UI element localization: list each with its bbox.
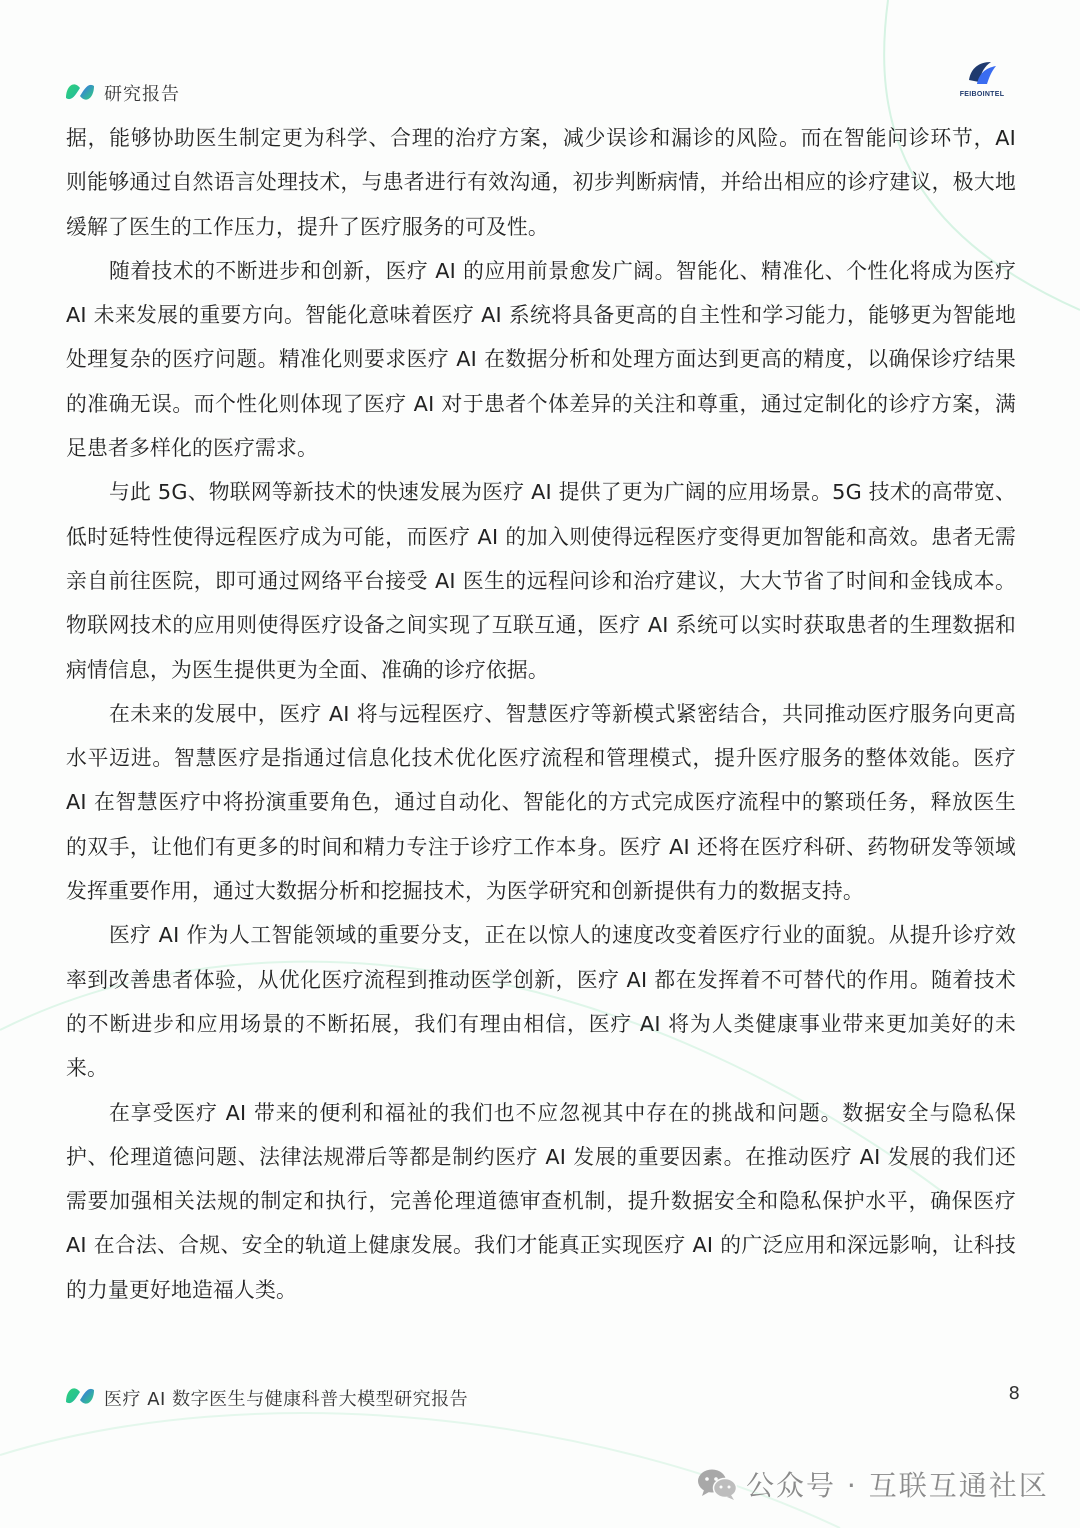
feibointel-logo-icon (965, 58, 999, 86)
paragraph-challenges: 在享受医疗 AI 带来的便利和福祉的我们也不应忽视其中存在的挑战和问题。数据安全与隐私保护、伦理道德问题、法律法规滞后等都是制约医疗 AI 发展的重要因素。在推动医疗 AI 发展的我们还需要加强相关法规的制定和执行，完善伦理道德审查机制，提升数据安全和隐私保护水平，确保医疗 AI 在合法、合规、安全的轨道上健康发展。我们才能真正实现医疗 AI 的广泛应用和深远影响，让科技的力量更好地造福人类。 (66, 1100, 1016, 1302)
report-body (66, 116, 1016, 1312)
brand-logo (950, 58, 1014, 102)
report-logo-icon (64, 78, 96, 106)
header-title: 研究报告 (104, 84, 180, 105)
footer-logo-icon (64, 1382, 96, 1410)
page-header (0, 0, 1080, 120)
wechat-watermark (696, 1464, 1049, 1504)
page-number: 8 (1008, 1383, 1020, 1404)
paragraph-continuation: 据，能够协助医生制定更为科学、合理的治疗方案，减少误诊和漏诊的风险。而在智能问诊环节，AI 则能够通过自然语言处理技术，与患者进行有效沟通，初步判断病情，并给出相应的诊疗建议，极大地缓解了医生的工作压力，提升了医疗服务的可及性。 (66, 126, 1016, 239)
paragraph-smart-healthcare: 在未来的发展中，医疗 AI 将与远程医疗、智慧医疗等新模式紧密结合，共同推动医疗服务向更高水平迈进。智慧医疗是指通过信息化技术优化医疗流程和管理模式，提升医疗服务的整体效能。医疗 AI 在智慧医疗中将扮演重要角色，通过自动化、智能化的方式完成医疗流程中的繁琐任务，释放医生的双手，让他们有更多的时间和精力专注于诊疗工作本身。医疗 AI 还将在医疗科研、药物研发等领域发挥重要作用，通过大数据分析和挖掘技术，为医学研究和创新提供有力的数据支持。 (66, 701, 1016, 904)
paragraph-ai-importance: 医疗 AI 作为人工智能领域的重要分支，正在以惊人的速度改变着医疗行业的面貌。从提升诊疗效率到改善患者体验，从优化医疗流程到推动医学创新，医疗 AI 都在发挥着不可替代的作用。随着技术的不断进步和应用场景的不断拓展，我们有理由相信，医疗 AI 将为人类健康事业带来更加美好的未来。 (66, 923, 1016, 1081)
watermark-text: 公众号 · 互联互通社区 (746, 1469, 1049, 1502)
paragraph-development-direction: 随着技术的不断进步和创新，医疗 AI 的应用前景愈发广阔。智能化、精准化、个性化将成为医疗 AI 未来发展的重要方向。智能化意味着医疗 AI 系统将具备更高的自主性和学习能力，能够更为智能地处理复杂的医疗问题。精准化则要求医疗 AI 在数据分析和处理方面达到更高的精度，以确保诊疗结果的准确无误。而个性化则体现了医疗 AI 对于患者个体差异的关注和尊重，通过定制化的诊疗方案，满足患者多样化的医疗需求。 (66, 258, 1016, 461)
paragraph-5g-iot: 与此 5G、物联网等新技术的快速发展为医疗 AI 提供了更为广阔的应用场景。5G 技术的高带宽、低时延特性使得远程医疗成为可能，而医疗 AI 的加入则使得远程医疗变得更加智能和高效。患者无需亲自前往医院，即可通过网络平台接受 AI 医生的远程问诊和治疗建议，大大节省了时间和金钱成本。物联网技术的应用则使得医疗设备之间实现了互联互通，医疗 AI 系统可以实时获取患者的生理数据和病情信息，为医生提供更为全面、准确的诊疗依据。 (66, 480, 1016, 682)
wechat-icon (696, 1466, 738, 1502)
footer-title: 医疗 AI 数字医生与健康科普大模型研究报告 (104, 1389, 469, 1410)
brand-name: FEIBOINTEL (959, 91, 1005, 98)
